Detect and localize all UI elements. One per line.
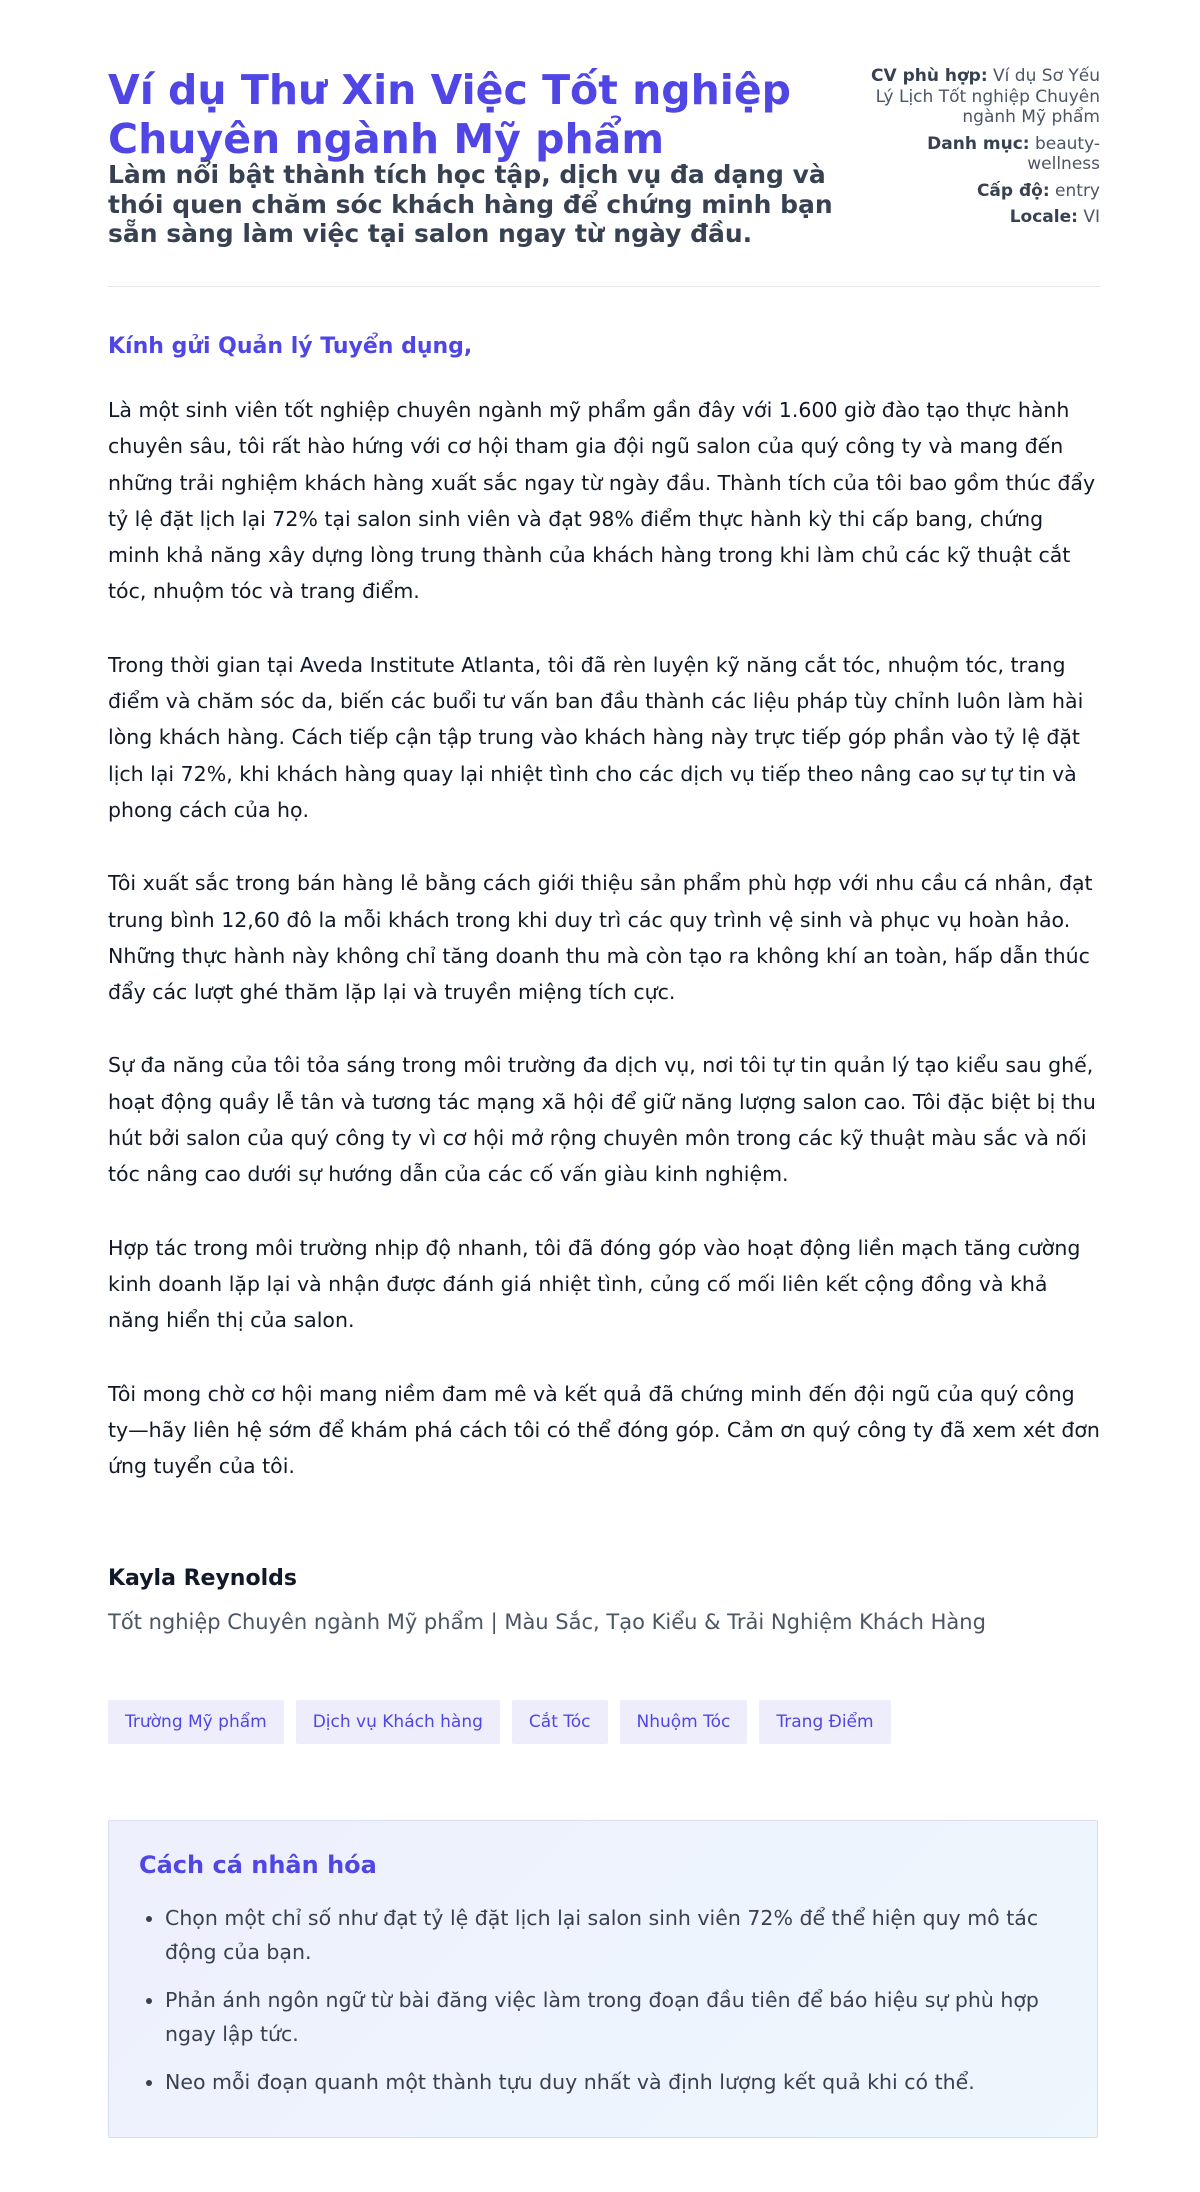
- tag-list: [108, 1700, 891, 1744]
- tip-item: • Neo mỗi đoạn quanh một thành tựu duy nhất và định lượng kết quả khi có thể.: [165, 2065, 1067, 2099]
- meta-category: [860, 134, 1100, 175]
- letter-paragraph: Trong thời gian tại Aveda Institute Atlanta, tôi đã rèn luyện kỹ năng cắt tóc, nhuộm tóc, trang điểm và chăm sóc da, biến các buổi tư vấn ban đầu thành các liệu pháp tùy chỉnh luôn làm hài lòng khách hàng. Cách tiếp cận tập trung vào khách hàng này trực tiếp góp phần vào tỷ lệ đặt lịch lại 72%, khi khách hàng quay lại nhiệt tình cho các dịch vụ tiếp theo nâng cao sự tự tin và phong cách của họ.: [108, 652, 1084, 822]
- meta-cv: [860, 66, 1100, 128]
- tag-chip[interactable]: Cắt Tóc: [512, 1700, 608, 1744]
- meta-panel: [860, 66, 1100, 234]
- page-header: [108, 0, 1100, 287]
- letter-paragraph: Là một sinh viên tốt nghiệp chuyên ngành mỹ phẩm gần đây với 1.600 giờ đào tạo thực hành chuyên sâu, tôi rất hào hứng với cơ hội tham gia đội ngũ salon của quý công ty và mang đến những trải nghiệm khách hàng xuất sắc ngay từ ngày đầu. Thành tích của tôi bao gồm thúc đẩy tỷ lệ đặt lịch lại 72% tại salon sinh viên và đạt 98% điểm thực hành kỳ thi cấp bang, chứng minh khả năng xây dựng lòng trung thành của khách hàng trong khi làm chủ các kỹ thuật cắt tóc, nhuộm tóc và trang điểm.: [108, 398, 1096, 604]
- letter-body: [108, 392, 1100, 1521]
- letter-paragraph: Hợp tác trong môi trường nhịp độ nhanh, tôi đã đóng góp vào hoạt động liền mạch tăng cường kinh doanh lặp lại và nhận được đánh giá nhiệt tình, củng cố mối liên kết cộng đồng và khả năng hiển thị của salon.: [108, 1235, 1081, 1333]
- page-subtitle: Làm nổi bật thành tích học tập, dịch vụ đa dạng và thói quen chăm sóc khách hàng để chứng minh bạn sẵn sàng làm việc tại salon ngay từ ngày đầu.: [108, 160, 833, 248]
- meta-category-label: Danh mục:: [927, 133, 1030, 154]
- meta-cv-value: Ví dụ Sơ Yếu Lý Lịch Tốt nghiệp Chuyên ngành Mỹ phẩm: [875, 66, 1100, 127]
- letter-paragraph: Sự đa năng của tôi tỏa sáng trong môi trường đa dịch vụ, nơi tôi tự tin quản lý tạo kiểu sau ghế, hoạt động quầy lễ tân và tương tác mạng xã hội để giữ năng lượng salon cao. Tôi đặc biệt bị thu hút bởi salon của quý công ty vì cơ hội mở rộng chuyên môn trong các kỹ thuật màu sắc và nối tóc nâng cao dưới sự hướng dẫn của các cố vấn giàu kinh nghiệm.: [108, 1053, 1096, 1187]
- tag-chip[interactable]: Trang Điểm: [759, 1700, 890, 1744]
- letter-paragraph: Tôi mong chờ cơ hội mang niềm đam mê và kết quả đã chứng minh đến đội ngũ của quý công ty—hãy liên hệ sớm để khám phá cách tôi có thể đóng góp. Cảm ơn quý công ty đã xem xét đơn ứng tuyển của tôi.: [108, 1381, 1100, 1479]
- personalization-tips: [108, 1820, 1098, 2138]
- meta-level-value: entry: [1055, 180, 1100, 201]
- signature-name: Kayla Reynolds: [108, 1566, 297, 1591]
- meta-locale-label: Locale:: [1009, 207, 1078, 227]
- letter-salutation: Kính gửi Quản lý Tuyển dụng,: [108, 334, 473, 359]
- meta-locale: [860, 207, 1100, 228]
- tag-chip[interactable]: Nhuộm Tóc: [620, 1700, 748, 1744]
- meta-level: [860, 181, 1100, 202]
- meta-level-label: Cấp độ:: [976, 180, 1050, 201]
- letter-paragraph: Tôi xuất sắc trong bán hàng lẻ bằng cách giới thiệu sản phẩm phù hợp với nhu cầu cá nhân, đạt trung bình 12,60 đô la mỗi khách trong khi duy trì các quy trình vệ sinh và phục vụ hoàn hảo. Những thực hành này không chỉ tăng doanh thu mà còn tạo ra không khí an toàn, hấp dẫn thúc đẩy các lượt ghé thăm lặp lại và truyền miệng tích cực.: [108, 871, 1093, 1005]
- tip-item: • Phản ánh ngôn ngữ từ bài đăng việc làm trong đoạn đầu tiên để báo hiệu sự phù hợp ngay lập tức.: [165, 1983, 1067, 2051]
- meta-category-value: beauty-wellness: [1027, 133, 1100, 174]
- cover-letter-page: [108, 0, 1100, 2094]
- tag-chip[interactable]: Dịch vụ Khách hàng: [296, 1700, 500, 1744]
- page-title: Ví dụ Thư Xin Việc Tốt nghiệp Chuyên ngành Mỹ phẩm: [108, 66, 792, 163]
- meta-locale-value: VI: [1083, 207, 1100, 227]
- tips-title: Cách cá nhân hóa: [139, 1851, 377, 1879]
- tip-item: • Chọn một chỉ số như đạt tỷ lệ đặt lịch lại salon sinh viên 72% để thể hiện quy mô tác động của bạn.: [165, 1901, 1067, 1969]
- meta-cv-label: CV phù hợp:: [871, 66, 988, 86]
- signature-title: Tốt nghiệp Chuyên ngành Mỹ phẩm | Màu Sắc, Tạo Kiểu & Trải Nghiệm Khách Hàng: [108, 1610, 986, 1634]
- tag-chip[interactable]: Trường Mỹ phẩm: [108, 1700, 284, 1744]
- tips-list: [139, 1901, 1067, 2099]
